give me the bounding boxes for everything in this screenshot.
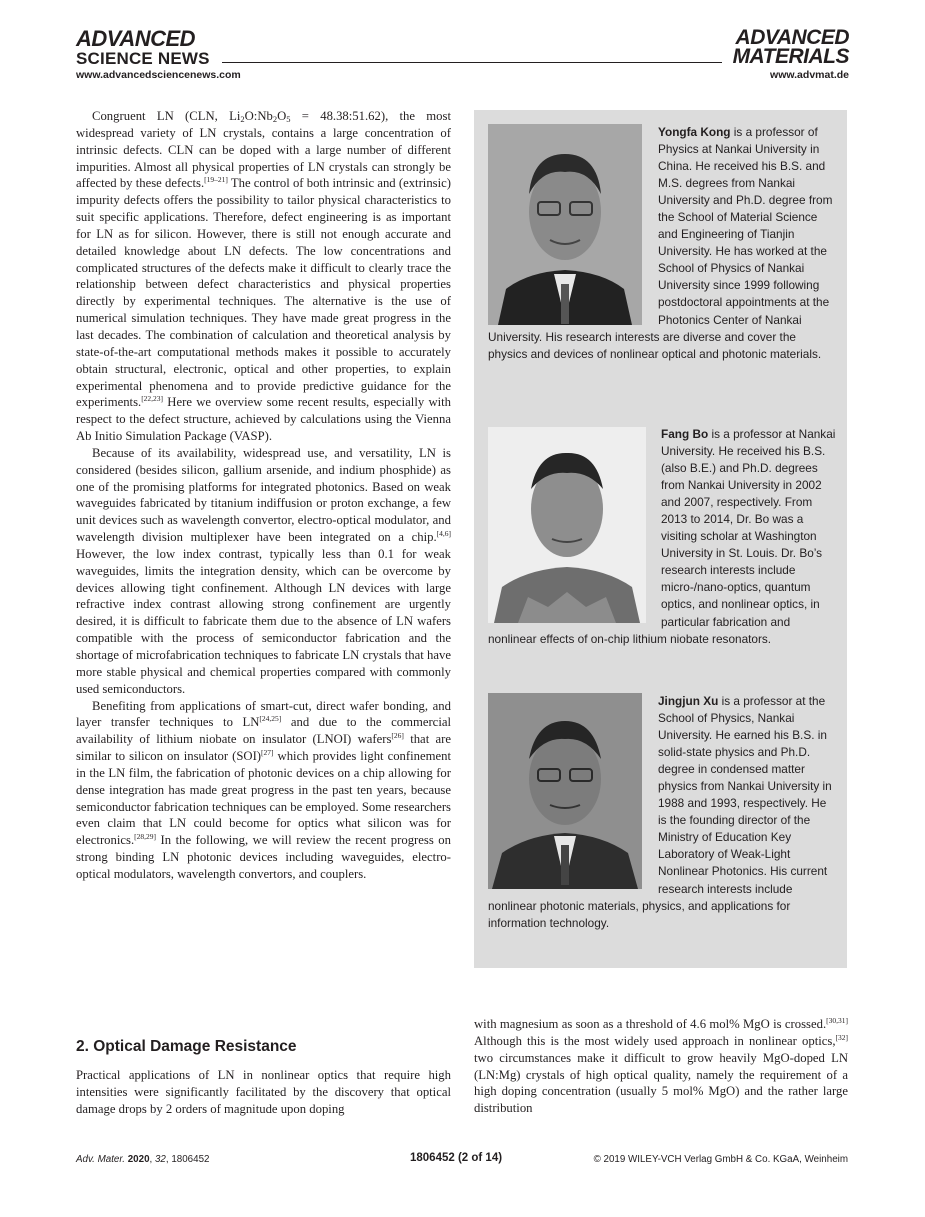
footer-copyright: © 2019 WILEY-VCH Verlag GmbH & Co. KGaA, Weinheim [593, 1154, 848, 1165]
author-name: Fang Bo [661, 427, 709, 441]
bio-bo: Fang Bo is a professor at Nankai University. He received his B.S. (also B.E.) and Ph.D. degrees from Nankai University in 2002 and 2007, respectively. From 2013 to 2014, Dr. Bo was a visiting scholar at Washington University in St. Louis. Dr. Bo’s research interests include micro-/nano-optics, quantum optics, and nonlinear optics, in particular fabrication and nonlinear effects of on-chip lithium niobate resonators. [488, 427, 836, 646]
author-name: Jingjun Xu [658, 694, 719, 708]
logo-left-top: ADVANCED [76, 26, 196, 51]
paragraph-2: Because of its availability, widespread use, and versatility, LN is considered (besides silicon, gallium arsenide, and indium phosphide) as one of the promising platforms for integrated photonics. Based on weak waveguides fabricated by titanium indiffusion or proton exchange, a few unit devices such as wavelength convertor, electro-optical modulator, and wavelength division multiplexer have been integrated on a chip.[4,6] However, the low index contrast, typically less than 0.1 for weak waveguides, limits the integration density, which can be overcome by devices allowing tight confinement. Although LN devices with large refractive index contrast allowing strong confinement are urgently desired, it is difficult to fabricate them due to the absence of LN wafers compatible with the process of semiconductor fabrication and the shortage of microfabrication techniques to fabricate LN crystals that have more stable physical and chemical properties compared with commonly used semiconductors. [76, 445, 451, 696]
right-column-text: with magnesium as soon as a threshold of 4.6 mol% MgO is crossed.[30,31] Although this is the most widely used approach in nonlinear optics,[32] two circumstances make it difficult to grow heavily MgO-doped LN (LN:Mg) crystals of high optical quality, namely the requirement of a high doping concentration (usually 5 mol% MgO) and the rather large distribution [474, 1016, 848, 1116]
footer-citation: Adv. Mater. 2020, 32, 1806452 [76, 1154, 210, 1165]
citation[interactable]: [28,29] [134, 832, 156, 842]
header-rule [222, 62, 722, 63]
paragraph-1: Congruent LN (CLN, $Li_2O:Nb_2O_5$ = 48.38:51.62), the most widespread variety of LN crystals, contains a large concentration of intrinsic defects. CLN can be doped with a large number of different impurities. Almost all physical properties of LN crystals can strongly be affected by these defects.[19–21] The control of both intrinsic and (extrinsic) impurity defects offers the possibility to tailor physical characteristics to suit specific applications. Therefore, defect engineering is as important for LN as for silicon. However, there is still not enough accurate and detailed knowledge about LN defects. The low concentrations and complicated structures of the defects make it difficult to clearly trace the relationship between defect characteristics and physical properties directly by experimental techniques. The alternative is the use of numerical simulation techniques. They have made great progress in the last decades. The combination of calculation and theoretical analysis by state-of-the-art computational methods makes it possible to accurately obtain structural, electronic, optical and other properties, to explain experimental phenomena and to provide predictive guidance for the experiments.[22,23] Here we overview some recent results, especially with respect to the defect structure, achieved by calculations using the Vienna Ab Initio Simulation Package (VASP). [76, 109, 451, 444]
journal-logo-left [76, 28, 210, 67]
citation[interactable]: [24,25] [259, 714, 282, 724]
logo-left-bottom: SCIENCE NEWS [76, 49, 210, 68]
journal-logo-right [733, 28, 849, 67]
citation[interactable]: [32] [835, 1032, 848, 1042]
footer-page-number: 1806452 (2 of 14) [410, 1152, 503, 1164]
citation[interactable]: [26] [391, 731, 404, 741]
left-column [76, 108, 451, 883]
bio-kong: Yongfa Kong is a professor of Physics at Nankai University in China. He received his B.S. and M.S. degrees from Nankai University and Ph.D. degree from the School of Material Science and Engineering of Tianjin University. He has worked at the School of Physics of Nankai University since 1999 following postdoctoral appointments at the Photonics Center of Nankai University. His research interests are diverse and cover the physics and devices of nonlinear optical and photonic materials. [488, 125, 833, 361]
paragraph-4: Practical applications of LN in nonlinear optics that require high intensities were significantly facilitated by the discovery that optical damage drops by 2 orders of magnitude upon doping [76, 1068, 451, 1116]
right-url-link[interactable]: www.advmat.de [770, 69, 849, 81]
citation[interactable]: [27] [261, 748, 274, 758]
left-url-link[interactable]: www.advancedsciencenews.com [76, 69, 241, 81]
section-heading: 2. Optical Damage Resistance [76, 1038, 297, 1055]
author-name: Yongfa Kong [658, 125, 731, 139]
paragraph-3: Benefiting from applications of smart-cut, direct wafer bonding, and layer transfer techniques to LN[24,25] and due to the commercial availability of lithium niobate on insulator (LNOI) wafers[26] that are similar to silicon on insulator (SOI)[27] which provides light confinement in the LN film, the fabrication of photonic devices on a chip allowing for dense integration has made great progress in the past ten years, because semiconductor fabrication techniques can be employed. Some researchers even claim that LN could become for optics what silicon was for electronics.[28,29] In the following, we will review the recent progress on strong binding LN photonic devices including waveguides, electro-optical modulators, wavelength convertors, and couplers. [76, 698, 452, 881]
citation[interactable]: [22,23] [141, 394, 164, 404]
logo-right-bottom: MATERIALS [732, 45, 849, 69]
bio-xu: Jingjun Xu is a professor at the School of Physics, Nankai University. He earned his B.S. in solid-state physics and Ph.D. degree in condensed matter physics from Nankai University in 1988 and 1993, respectively. He is the founding director of the Ministry of Education Key Laboratory of Weak-Light Nonlinear Photonics. His current research interests include nonlinear photonic materials, physics, and applications for information technology. [488, 694, 832, 930]
citation[interactable]: [4,6] [436, 529, 451, 539]
citation[interactable]: [30,31] [826, 1016, 848, 1025]
citation[interactable]: [19–21] [204, 175, 228, 185]
logo-right-top: ADVANCED [735, 26, 849, 49]
